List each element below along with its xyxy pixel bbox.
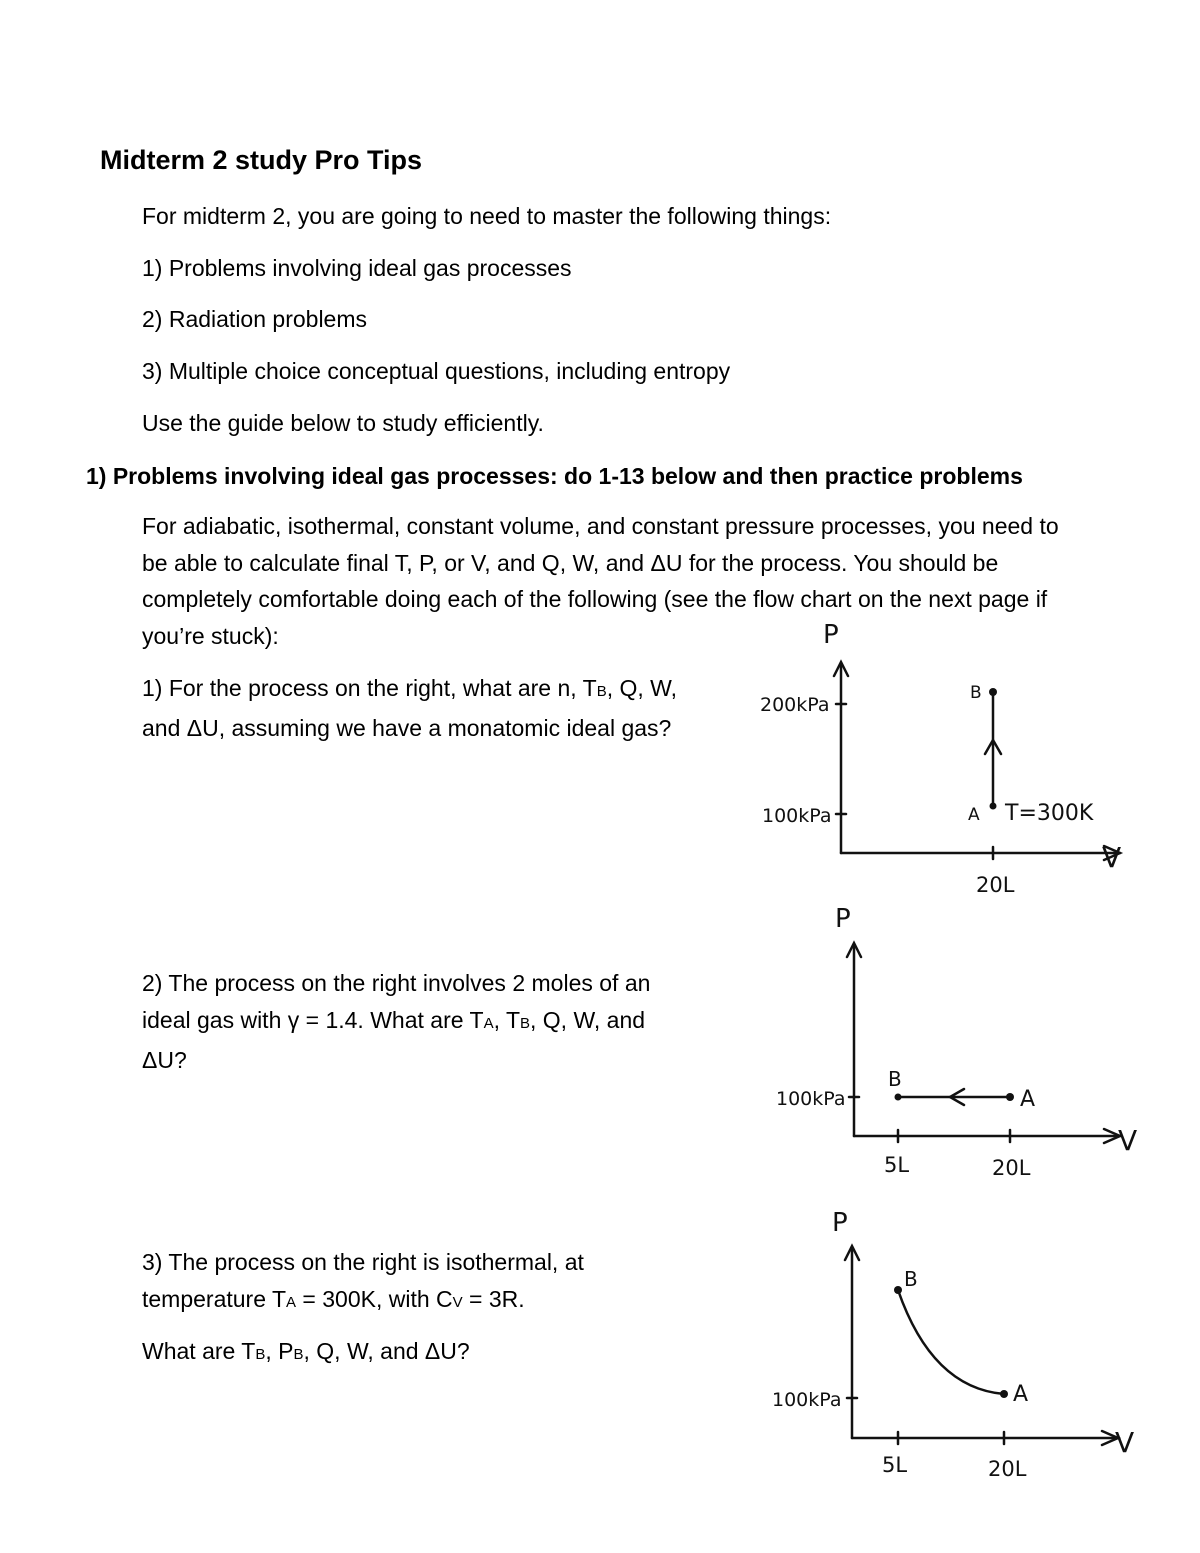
label-100kpa: 100kPa [776, 1088, 846, 1110]
pv-graph-3 [760, 1200, 1160, 1490]
pv-graph-2 [760, 900, 1160, 1180]
question-2-line-2: ideal gas with γ = 1.4. What are TA, TB, Q, W, and [142, 1007, 646, 1033]
label-point-a: A [1020, 1087, 1036, 1112]
point-b-marker [894, 1286, 902, 1294]
label-point-b: B [888, 1067, 902, 1091]
question-1-line-1: 1) For the process on the right, what are n, TB, Q, W, [142, 675, 677, 701]
label-point-a: A [968, 805, 980, 825]
point-b-marker [895, 1094, 902, 1101]
label-temperature: T=300K [1005, 801, 1094, 826]
guide-text: Use the guide below to study efficiently. [142, 410, 544, 436]
y-axis-label: P [832, 1208, 848, 1238]
label-100kpa: 100kPa [762, 805, 832, 827]
question-1-line-2: and ΔU, assuming we have a monatomic ideal gas? [142, 715, 672, 741]
label-100kpa: 100kPa [772, 1389, 842, 1411]
intro-text: For midterm 2, you are going to need to master the following things: [142, 203, 832, 229]
list-item-3: 3) Multiple choice conceptual questions, including entropy [142, 358, 731, 384]
label-5l: 5L [882, 1453, 908, 1477]
x-axis-label: V [1118, 1124, 1138, 1157]
question-3-line-3: What are TB, PB, Q, W, and ΔU? [142, 1338, 470, 1364]
label-point-b: B [904, 1267, 918, 1291]
label-5l: 5L [884, 1153, 910, 1177]
question-2-line-3: ΔU? [142, 1047, 187, 1073]
y-axis-label: P [835, 904, 851, 934]
isotherm-curve [898, 1290, 1004, 1394]
label-20l: 20L [992, 1156, 1031, 1180]
label-20l: 20L [988, 1457, 1027, 1481]
section-1-heading: 1) Problems involving ideal gas processes: do 1-13 below and then practice problems [86, 463, 1023, 489]
list-item-2: 2) Radiation problems [142, 306, 368, 332]
point-a-marker [990, 803, 997, 810]
point-a-marker [1006, 1093, 1014, 1101]
question-2 [142, 965, 650, 1079]
point-a-marker [1000, 1390, 1008, 1398]
label-200kpa: 200kPa [760, 694, 830, 716]
point-b-marker [989, 688, 997, 696]
list-item-1: 1) Problems involving ideal gas processes [142, 255, 572, 281]
page-title: Midterm 2 study Pro Tips [100, 145, 423, 175]
label-point-a: A [1013, 1382, 1029, 1407]
question-2-line-1: 2) The process on the right involves 2 moles of an [142, 970, 651, 996]
x-axis-label: V [1102, 841, 1122, 874]
section-1-paragraph: For adiabatic, isothermal, constant volume, and constant pressure processes, you need to be able to calculate final T, P, or V, and Q, W, and ΔU for the process. You should be completely comfortable doing each of the following (see the flow chart on the next page if you’re stuck): [142, 513, 1059, 649]
x-axis-label: V [1115, 1426, 1135, 1459]
pv-graph-1 [740, 620, 1140, 910]
label-point-b: B [970, 683, 982, 703]
question-3 [142, 1244, 584, 1321]
question-3-line-1: 3) The process on the right is isothermal, at [142, 1249, 584, 1275]
y-axis-label: P [823, 620, 839, 650]
question-1 [142, 670, 677, 747]
label-20l: 20L [976, 873, 1015, 897]
question-3-line-2: temperature TA = 300K, with CV = 3R. [142, 1286, 525, 1312]
